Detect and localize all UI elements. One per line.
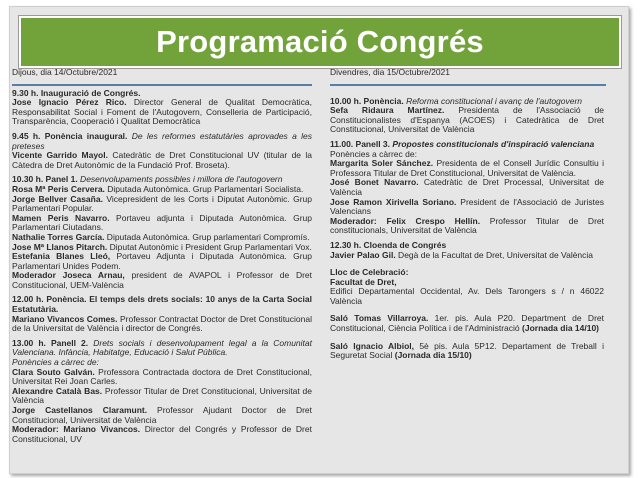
session-heading: 12.00 h. Ponència. El temps dels drets socials: 10 anys de la Carta Social Estatutària. xyxy=(12,294,312,315)
speaker-role: Portaveu Adjunta i Diputada Autonòmica. Grup Parlamentari Unides Podem. xyxy=(12,251,312,271)
venue-heading: Lloc de Celebració: xyxy=(330,267,409,278)
speaker-name: Sefa Ridaura Martínez. xyxy=(330,105,445,116)
speaker-name: Estefania Blanes Lleó, xyxy=(12,251,111,262)
moderator-name: Moderador Joseca Arnau, xyxy=(12,270,125,281)
room-details: 5è pis. Aula 5P12. Departament de Treball i Seguretat Social xyxy=(330,340,604,361)
speaker-role: Portaveu adjunta i Diputada Autonòmica. Grup Parlamentari Ciutadans. xyxy=(12,212,313,233)
speaker-name: Margarita Soler Sánchez. xyxy=(330,158,434,169)
room-details: 1er. pis. Aula P20. Department de Dret Constitucional, Ciència Política i de l'Administració xyxy=(330,313,604,334)
moderator-role: Professor Titular de Dret constitucionals, Universitat de València xyxy=(330,215,604,236)
session-topic: Reforma constitucional i avanç de l'autogovern xyxy=(403,95,583,106)
session-heading: 10.30 h. Panel 1. xyxy=(12,174,78,185)
speaker-role: Professor Contractat Doctor de Dret Constitucional de la Universitat de València i director de Congrés. xyxy=(12,313,312,334)
moderator-role: president de AVAPOL i Professor de Dret Constitucional, UEM-València xyxy=(12,270,312,290)
session-panel-2 xyxy=(12,339,312,445)
venue-address: Edifici Departamental Occidental, Av. Dels Tarongers s / n 46022 València xyxy=(330,286,604,306)
session-heading: 9.45 h. Ponència inaugural. xyxy=(12,130,128,141)
day1-date: Dijous, dia 14/Octubre/2021 xyxy=(12,67,118,77)
speaker-role: Professor Titular de Dret Constitucional, Universitat de València xyxy=(12,385,313,406)
speaker-name: Jorge Castellanos Claramunt. xyxy=(12,405,148,415)
session-social-rights xyxy=(12,295,312,333)
speaker-name: Clara Souto Galván. xyxy=(12,366,95,377)
speakers-label: Ponències a càrrec de: xyxy=(330,148,417,159)
session-constitutional-reform xyxy=(330,97,604,135)
session-heading: 12.30 h. Cloenda de Congrés xyxy=(330,239,447,250)
speakers-label: Ponències a càrrec de: xyxy=(12,357,99,368)
speaker-name: Jorge Bellver Casaña. xyxy=(12,193,103,204)
speaker-name: José Bonet Navarro. xyxy=(330,177,419,188)
session-inauguration xyxy=(12,89,312,127)
room-name: Saló Tomas Villarroya. xyxy=(330,313,429,324)
speaker-role: Catedràtic de Dret Constitucional UV (titular de la Càtedra de Dret Autonòmic de la Fundació Prof. Broseta). xyxy=(12,150,312,170)
speaker-role: Diputada Autonòmica. Grup Parlamentari Socialista. xyxy=(104,183,304,194)
speaker-role: Presidenta de l'Associació de Constitucionalistes d'Espanya (ACOES) i Catedràtica de Dret Constitucional, Universitat de València xyxy=(330,105,604,135)
session-heading: 11.00. Panell 3. xyxy=(330,138,391,149)
moderator-name: Moderador: Mariano Vivancos. xyxy=(12,424,141,435)
session-panel-3 xyxy=(330,140,604,236)
room-name: Saló Ignacio Albiol, xyxy=(330,340,414,351)
speaker-name: Nathalie Torres García. xyxy=(12,231,105,242)
day1-column xyxy=(12,68,312,449)
speaker-name: Mamen Peris Navarro. xyxy=(12,212,110,223)
session-topic: Drets socials i desenvolupament legal a la Comunitat Valenciana. Infància, Habitatge, Educació i Salut Pública. xyxy=(12,337,312,358)
session-heading: 10.00 h. Ponència. xyxy=(330,95,404,106)
room-day2 xyxy=(330,342,604,361)
session-inaugural-talk xyxy=(12,132,312,170)
room-day1 xyxy=(330,314,604,333)
speaker-role: Diputat Autonòmic i President Grup Parlamentari Vox. xyxy=(107,241,312,252)
venue-name: Facultat de Dret, xyxy=(330,276,397,287)
speaker-role: Degà de la Facultat de Dret, Universitat de València xyxy=(395,249,594,260)
speaker-name: Rosa Mª Peris Cervera. xyxy=(12,183,105,194)
speaker-role: Professor Ajudant Doctor de Dret Constitucional, Universitat de València xyxy=(12,405,312,425)
day2-date: Divendres, dia 15/Octubre/2021 xyxy=(330,67,451,77)
speaker-name: Jose Mª Llanos Pitarch. xyxy=(12,241,108,252)
speaker-name: Vicente Garrido Mayol. xyxy=(12,150,108,161)
session-topic: Propostes constitucionals d'inspiració valenciana xyxy=(390,138,595,149)
venue-info xyxy=(330,268,604,306)
moderator-name: Moderador: Felix Crespo Hellín. xyxy=(330,215,481,226)
moderator-role: Director del Congrés y Professor de Dret Constitucional, UV xyxy=(12,424,312,444)
speaker-name: Jose Ramon Xirivella Soriano. xyxy=(330,196,457,207)
speaker-name: Jose Ignacio Pérez Rico. xyxy=(12,97,127,108)
speaker-role: Diputada Autonòmica. Grup parlamentari Compromís. xyxy=(104,231,310,242)
title-banner xyxy=(19,16,621,68)
speaker-name: Alexandre Català Bas. xyxy=(12,385,103,396)
session-topic: Desenvolupaments possibles i millora de l'autogovern xyxy=(77,174,283,185)
session-closing xyxy=(330,241,604,260)
page-title: Programació Congrés xyxy=(156,24,484,59)
session-heading: 13.00 h. Panell 2. xyxy=(12,337,89,348)
session-heading: 9.30 h. Inauguració de Congrés. xyxy=(12,87,141,98)
speaker-role: Presidenta de el Consell Jurídic Consultiu i Professora Titular de Dret Constitucional, Universitat de València. xyxy=(330,158,605,178)
speaker-role: Director General de Qualitat Democràtica, Responsabilitat Social i Foment de l'Autogovern, Conselleria de Participació, Transparència, Cooperació i Qualitat Democràtica xyxy=(12,97,312,127)
room-date: (Jornada dia 14/10) xyxy=(522,323,600,334)
speaker-role: Catedràtic de Dret Processal, Universitat de València xyxy=(330,177,604,197)
speaker-role: Professora Contractada doctora de Dret Constitucional, Universitat Rei Joan Carles. xyxy=(12,366,312,387)
speaker-name: Mariano Vivancos Comes. xyxy=(12,313,118,324)
speaker-name: Javier Palao Gil. xyxy=(330,249,396,260)
day2-column xyxy=(330,68,604,366)
speaker-role: Vicepresident de les Corts i Diputat Autonòmic. Grup Parlamentari Popular. xyxy=(12,193,313,214)
speaker-role: President de l'Associació de Juristes Valencians xyxy=(330,196,604,217)
room-date: (Jornada dia 15/10) xyxy=(394,350,472,361)
session-topic: De les reformes estatutàries aprovades a les preteses xyxy=(12,130,312,151)
session-panel-1 xyxy=(12,175,312,290)
